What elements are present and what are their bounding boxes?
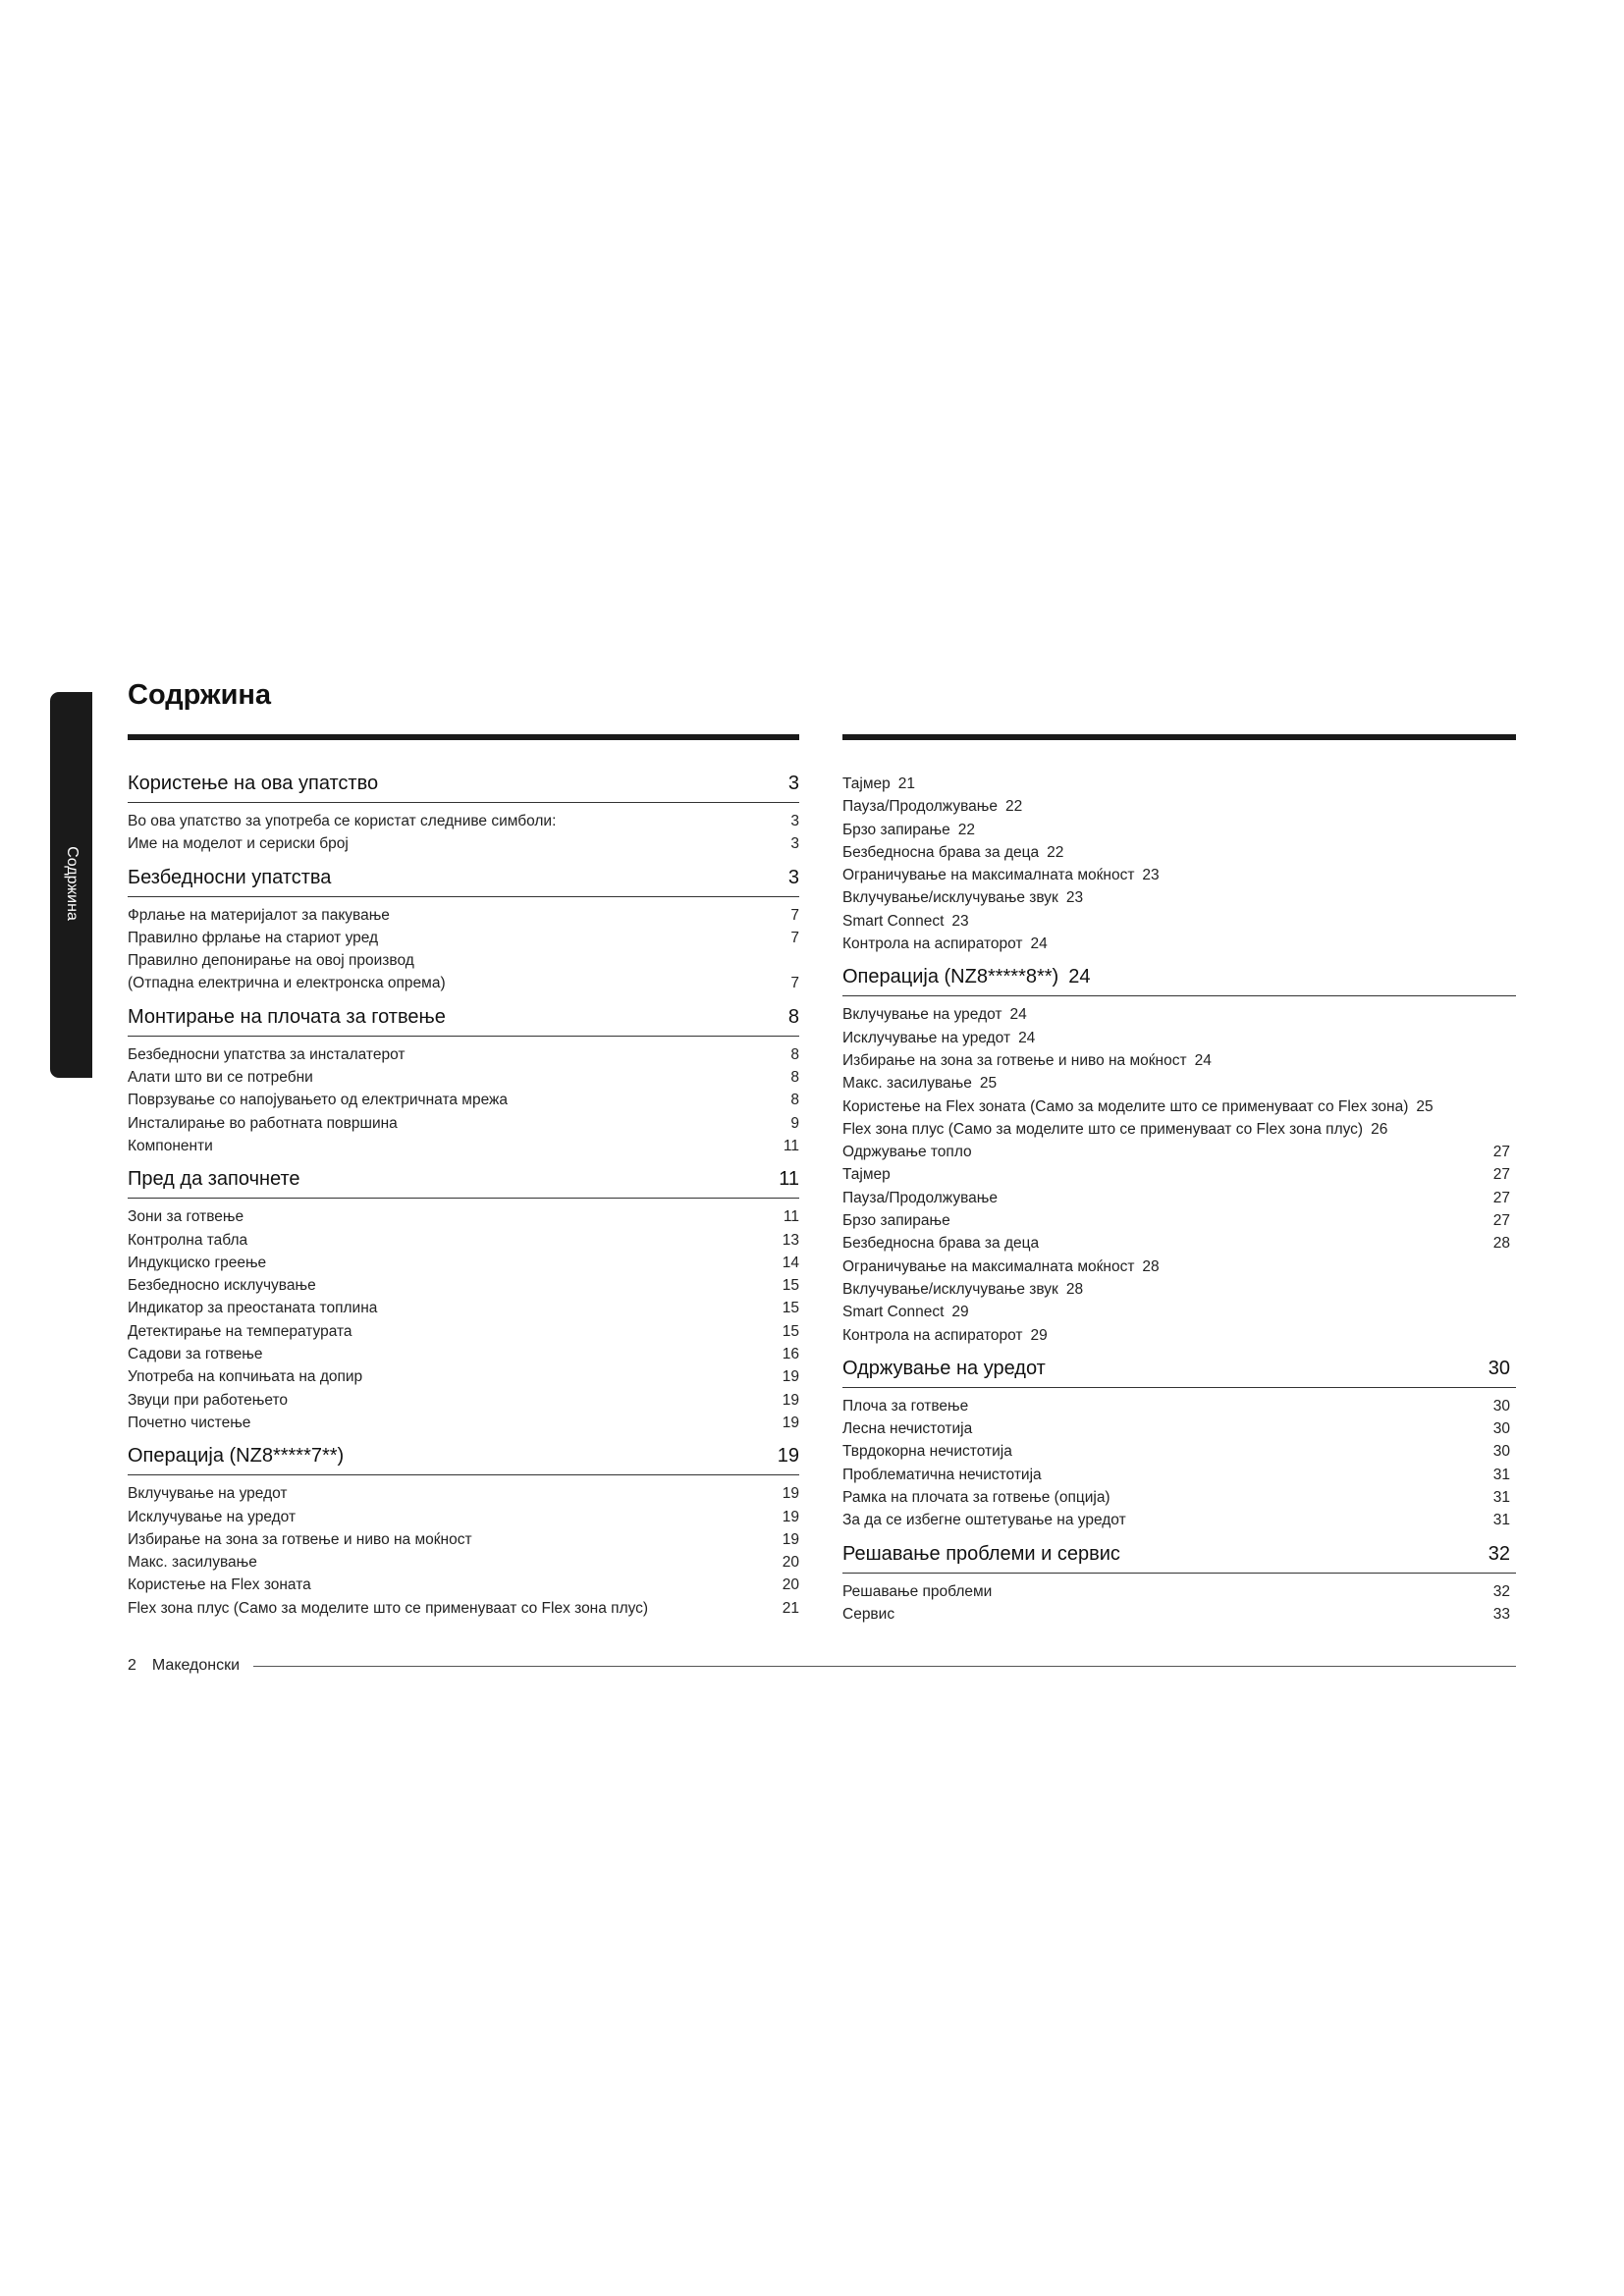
- section-page: 19: [777, 1445, 799, 1468]
- toc-entry-text: Детектирање на температурата: [128, 1322, 352, 1340]
- toc-entry[interactable]: [128, 949, 799, 972]
- toc-entry-page: 8: [790, 1069, 799, 1087]
- side-chapter-tab: [50, 692, 92, 1078]
- toc-entry-text: Вклучување на уредот: [842, 1006, 1002, 1024]
- toc-entry[interactable]: [128, 832, 799, 855]
- toc-entry[interactable]: [842, 1417, 1516, 1440]
- toc-entry[interactable]: [842, 1187, 1516, 1209]
- right-intro-list: [842, 773, 1516, 955]
- page-footer: [128, 1657, 1516, 1675]
- toc-entry[interactable]: [128, 1412, 799, 1434]
- toc-entry-page: 32: [1492, 1582, 1510, 1600]
- toc-entry[interactable]: [842, 795, 1516, 818]
- left-top-rule: [128, 734, 799, 740]
- toc-entry-page: 22: [1047, 843, 1064, 861]
- toc-entry-text: Индукциско греење: [128, 1254, 267, 1271]
- toc-entry-page: 9: [790, 1114, 799, 1132]
- toc-entry-page: 14: [782, 1254, 799, 1271]
- toc-section-heading[interactable]: [842, 1358, 1516, 1388]
- toc-entry-text: Проблематична нечистотија: [842, 1466, 1042, 1483]
- toc-entry[interactable]: [842, 1440, 1516, 1463]
- toc-entry[interactable]: [128, 1506, 799, 1528]
- toc-entry-page: 24: [1194, 1051, 1212, 1069]
- toc-entry[interactable]: [842, 1255, 1516, 1278]
- toc-entry[interactable]: [128, 1252, 799, 1274]
- toc-entry-text: Фрлање на материјалот за пакување: [128, 906, 390, 924]
- toc-entry-page: 7: [790, 906, 799, 924]
- section-page: 8: [787, 1005, 799, 1028]
- toc-entry-text: Макс. засилување: [128, 1554, 257, 1572]
- toc-entry-text: Вклучување/исклучување звук: [842, 889, 1058, 907]
- toc-entry-text: Тајмер: [842, 1166, 891, 1184]
- toc-section-heading[interactable]: [128, 1006, 799, 1037]
- toc-section: [128, 867, 799, 995]
- toc-entry-page: 24: [1009, 1006, 1027, 1024]
- toc-entry-text: Поврзување со напојувањето од електричната мрежа: [128, 1092, 509, 1109]
- toc-entry[interactable]: [842, 1603, 1516, 1626]
- toc-entry[interactable]: [842, 1395, 1516, 1417]
- toc-entry-text: Индикатор за преостаната топлина: [128, 1300, 378, 1317]
- toc-entry-page: 31: [1492, 1512, 1510, 1529]
- toc-entry-text: Вклучување/исклучување звук: [842, 1280, 1058, 1298]
- toc-entry[interactable]: [842, 841, 1516, 864]
- toc-entry-text: Лесна нечистотија: [842, 1420, 973, 1438]
- toc-entry-text: Flex зона плус (Само за моделите што се применуваат со Flex зона плус): [128, 1599, 649, 1617]
- toc-entry-text: Во ова упатство за употреба се користат следниве симболи:: [128, 813, 557, 829]
- toc-entry-page: 19: [782, 1368, 799, 1386]
- toc-entry-page: 26: [1371, 1120, 1388, 1138]
- toc-entry[interactable]: [128, 1043, 799, 1066]
- toc-entry-page: 15: [782, 1300, 799, 1317]
- toc-entry-page: 24: [1030, 935, 1048, 953]
- toc-entry[interactable]: [128, 904, 799, 927]
- toc-entry-page: 28: [1142, 1257, 1160, 1275]
- toc-entry-text: Контрола на аспираторот: [842, 1326, 1023, 1344]
- toc-entry-page: 3: [790, 835, 799, 853]
- toc-entry[interactable]: [842, 1509, 1516, 1531]
- toc-entry-page: 16: [782, 1346, 799, 1363]
- toc-section: [842, 1543, 1516, 1627]
- toc-entry-text: Безбедносно исклучување: [128, 1277, 316, 1295]
- toc-entry-page: 13: [782, 1231, 799, 1249]
- toc-entry-page: 19: [782, 1508, 799, 1525]
- page-title: Содржина: [128, 679, 272, 711]
- toc-entry-text: Алати што ви се потребни: [128, 1069, 313, 1087]
- toc-entry-text: Ограничување на максималната моќност: [842, 867, 1135, 884]
- toc-entry[interactable]: [128, 972, 799, 994]
- toc-section: [842, 966, 1516, 1346]
- section-title: Одржување на уредот: [842, 1357, 1046, 1379]
- toc-entry[interactable]: [128, 810, 799, 832]
- toc-entry-text: Контрола на аспираторот: [842, 935, 1023, 953]
- toc-section-heading[interactable]: [842, 1543, 1516, 1574]
- toc-left-column: [128, 734, 799, 1630]
- toc-section: [128, 1006, 799, 1157]
- toc-section: [128, 773, 799, 856]
- toc-entry[interactable]: [842, 773, 1516, 795]
- toc-entry-page: 3: [790, 813, 799, 829]
- toc-entry-page: 11: [783, 1208, 799, 1226]
- toc-entry-text: Зони за готвење: [128, 1208, 244, 1226]
- toc-entry-text: Безбедносна брава за деца: [842, 843, 1040, 861]
- side-tab-label: Содржина: [63, 846, 81, 921]
- toc-entry[interactable]: [842, 933, 1516, 955]
- toc-entry-text: Брзо запирање: [842, 821, 950, 838]
- toc-entry-text: Правилно фрлање на стариот уред: [128, 929, 379, 946]
- toc-entry-page: 33: [1492, 1605, 1510, 1623]
- toc-entry[interactable]: [842, 1027, 1516, 1049]
- section-page: 24: [1068, 966, 1091, 988]
- toc-entry-text: Име на моделот и сериски број: [128, 835, 349, 853]
- toc-entry[interactable]: [128, 1135, 799, 1157]
- toc-entry[interactable]: [842, 1209, 1516, 1232]
- toc-entry[interactable]: [842, 1072, 1516, 1095]
- toc-entry-text: Пауза/Продолжување: [842, 798, 998, 816]
- toc-entry-text: Smart Connect: [842, 1304, 945, 1321]
- toc-entry[interactable]: [128, 1205, 799, 1228]
- toc-entry-text: Плоча за готвење: [842, 1397, 969, 1415]
- toc-entry-page: 28: [1065, 1280, 1084, 1298]
- toc-entry[interactable]: [128, 1551, 799, 1574]
- section-page: 30: [1488, 1357, 1510, 1379]
- footer-page-number: 2: [128, 1657, 136, 1674]
- toc-entry[interactable]: [842, 1301, 1516, 1323]
- toc-entry-text: Садови за готвење: [128, 1346, 263, 1363]
- left-sections: [128, 773, 799, 1620]
- toc-entry-page: 22: [957, 821, 975, 838]
- toc-entry-page: 11: [783, 1137, 799, 1154]
- toc-entry-text: Вклучување на уредот: [128, 1485, 288, 1503]
- toc-entry[interactable]: [842, 1095, 1516, 1118]
- right-sections: [842, 966, 1516, 1626]
- toc-entry-text: Тајмер: [842, 775, 891, 792]
- toc-entry-text: Исклучување на уредот: [842, 1029, 1011, 1046]
- toc-entry[interactable]: [128, 1229, 799, 1252]
- toc-entry-text: За да се избегне оштетување на уредот: [842, 1512, 1126, 1529]
- toc-entry-text: Употреба на копчињата на допир: [128, 1368, 363, 1386]
- toc-entry[interactable]: [128, 1574, 799, 1596]
- toc-entry[interactable]: [128, 1297, 799, 1319]
- toc-section-heading[interactable]: [128, 1445, 799, 1475]
- toc-entry-text: Инсталирање во работната површина: [128, 1114, 398, 1132]
- toc-entry-text: Тврдокорна нечистотија: [842, 1443, 1012, 1461]
- toc-entry-page: 19: [782, 1414, 799, 1431]
- toc-entry-text: Ограничување на максималната моќност: [842, 1257, 1135, 1275]
- toc-entry-text: (Отпадна електрична и електронска опрема): [128, 975, 446, 992]
- toc-section: [842, 1358, 1516, 1532]
- toc-entry[interactable]: [842, 1163, 1516, 1186]
- toc-entry[interactable]: [842, 1464, 1516, 1486]
- toc-entry[interactable]: [842, 886, 1516, 909]
- toc-entry-page: 20: [782, 1554, 799, 1572]
- toc-entry-page: 24: [1018, 1029, 1036, 1046]
- toc-entry[interactable]: [128, 1274, 799, 1297]
- section-title: Операција (NZ8*****8**): [842, 966, 1059, 988]
- toc-entry-page: 21: [782, 1599, 799, 1617]
- toc-entry-text: Сервис: [842, 1605, 895, 1623]
- footer-language: Македонски: [151, 1657, 241, 1674]
- toc-entry[interactable]: [128, 1320, 799, 1343]
- toc-entry[interactable]: [842, 1486, 1516, 1509]
- section-title: Операција (NZ8*****7**): [128, 1445, 345, 1468]
- toc-entry-text: Одржување топло: [842, 1144, 972, 1161]
- toc-entry-text: Макс. засилување: [842, 1075, 972, 1093]
- toc-entry-page: 31: [1492, 1489, 1510, 1507]
- toc-section: [128, 1445, 799, 1620]
- section-page: 11: [779, 1168, 799, 1191]
- toc-entry-text: Рамка на плочата за готвење (опција): [842, 1489, 1110, 1507]
- toc-entry-page: 19: [782, 1530, 799, 1548]
- toc-entry-page: 27: [1492, 1144, 1510, 1161]
- section-page: 32: [1488, 1542, 1510, 1565]
- toc-entry-page: 23: [1065, 889, 1084, 907]
- toc-entry[interactable]: [842, 1049, 1516, 1072]
- toc-entry-text: Звуци при работењето: [128, 1391, 289, 1409]
- toc-entry[interactable]: [842, 1278, 1516, 1301]
- toc-entry-page: 29: [951, 1304, 969, 1321]
- toc-entry-page: 7: [790, 929, 799, 946]
- toc-entry-page: 21: [897, 775, 915, 792]
- toc-entry-text: Избирање на зона за готвење и ниво на моќност: [128, 1530, 472, 1548]
- toc-entry-page: 28: [1492, 1235, 1510, 1253]
- toc-entry-page: 30: [1492, 1397, 1510, 1415]
- toc-entry-page: 15: [782, 1322, 799, 1340]
- toc-entry-page: 23: [1142, 867, 1160, 884]
- toc-entry-text: Брзо запирање: [842, 1212, 950, 1230]
- section-page: 3: [787, 866, 799, 888]
- toc-entry-text: Користење на Flex зоната (Само за моделите што се применуваат со Flex зона): [842, 1097, 1409, 1115]
- toc-entry-page: 20: [782, 1576, 799, 1594]
- toc-entry[interactable]: [842, 1141, 1516, 1163]
- section-title: Пред да започнете: [128, 1168, 300, 1191]
- section-title: Монтирање на плочата за готвење: [128, 1005, 446, 1028]
- toc-entry-text: Компоненти: [128, 1137, 213, 1154]
- toc-entry-page: 8: [790, 1045, 799, 1063]
- toc-entry-page: 7: [790, 975, 799, 992]
- toc-entry-page: 31: [1492, 1466, 1510, 1483]
- toc-entry[interactable]: [128, 1343, 799, 1365]
- toc-entry-text: Smart Connect: [842, 912, 945, 930]
- right-top-rule: [842, 734, 1516, 740]
- toc-entry[interactable]: [842, 1580, 1516, 1603]
- section-title: Решавање проблеми и сервис: [842, 1542, 1120, 1565]
- toc-entry-text: Безбедносни упатства за инсталатерот: [128, 1045, 406, 1063]
- toc-entry-page: 8: [790, 1092, 799, 1109]
- toc-entry-text: Контролна табла: [128, 1231, 248, 1249]
- toc-section-heading[interactable]: [128, 867, 799, 897]
- toc-entry[interactable]: [842, 1324, 1516, 1347]
- toc-entry[interactable]: [842, 1232, 1516, 1255]
- toc-entry-page: 25: [979, 1075, 998, 1093]
- toc-entry-page: 23: [951, 912, 969, 930]
- toc-right-column: [842, 734, 1516, 1636]
- toc-entry[interactable]: [842, 910, 1516, 933]
- toc-entry-text: Избирање на зона за готвење и ниво на моќност: [842, 1051, 1187, 1069]
- toc-section-heading[interactable]: [842, 966, 1516, 996]
- toc-entry-text: Исклучување на уредот: [128, 1508, 297, 1525]
- toc-entry[interactable]: [842, 1118, 1516, 1141]
- toc-entry-text: Решавање проблеми: [842, 1582, 993, 1600]
- toc-entry-text: Безбедносна брава за деца: [842, 1235, 1040, 1253]
- toc-entry-page: 30: [1492, 1420, 1510, 1438]
- toc-entry-text: Flex зона плус (Само за моделите што се применуваат со Flex зона плус): [842, 1120, 1364, 1138]
- toc-section: [128, 1168, 799, 1434]
- toc-entry[interactable]: [128, 1066, 799, 1089]
- toc-entry-text: Правилно депонирање на овој производ: [128, 952, 414, 970]
- toc-entry[interactable]: [842, 864, 1516, 886]
- toc-entry-page: 30: [1492, 1443, 1510, 1461]
- toc-entry-page: 27: [1492, 1189, 1510, 1206]
- toc-entry-page: 29: [1030, 1326, 1048, 1344]
- toc-entry-text: Пауза/Продолжување: [842, 1189, 998, 1206]
- toc-section-heading[interactable]: [128, 1168, 799, 1199]
- toc-entry[interactable]: [842, 819, 1516, 841]
- toc-entry-text: Користење на Flex зоната: [128, 1576, 311, 1594]
- toc-entry-text: Почетно чистење: [128, 1414, 251, 1431]
- toc-entry[interactable]: [128, 1389, 799, 1412]
- section-title: Користење на ова упатство: [128, 773, 379, 794]
- toc-entry-page: 22: [1004, 798, 1023, 816]
- toc-entry[interactable]: [128, 1482, 799, 1505]
- toc-entry[interactable]: [128, 1528, 799, 1551]
- toc-entry-page: 19: [782, 1391, 799, 1409]
- toc-entry[interactable]: [128, 1112, 799, 1135]
- toc-entry[interactable]: [128, 927, 799, 949]
- toc-entry-page: 27: [1492, 1166, 1510, 1184]
- section-page: 3: [787, 773, 799, 794]
- toc-entry[interactable]: [128, 1365, 799, 1388]
- section-title: Безбедносни упатства: [128, 866, 332, 888]
- toc-entry-page: 27: [1492, 1212, 1510, 1230]
- toc-entry-page: 19: [782, 1485, 799, 1503]
- toc-section-heading[interactable]: [128, 773, 799, 803]
- toc-entry[interactable]: [842, 1003, 1516, 1026]
- toc-entry[interactable]: [128, 1089, 799, 1111]
- toc-entry-page: 25: [1416, 1097, 1434, 1115]
- footer-rule: [253, 1666, 1516, 1667]
- toc-entry-page: 15: [782, 1277, 799, 1295]
- toc-entry[interactable]: [128, 1597, 799, 1620]
